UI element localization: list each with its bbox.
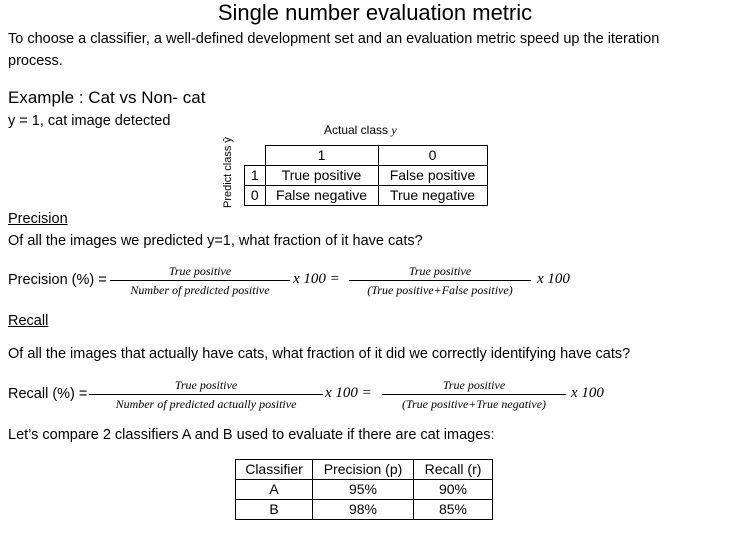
precision-lhs: Precision (%) = [8, 272, 107, 288]
classifier-name: A [236, 480, 313, 500]
classifier-header-row [236, 460, 493, 480]
predict-class-label: Predict class ŷ [222, 137, 234, 208]
intro-line-1: To choose a classifier, a well-defined development set and an evaluation metric speed up the iteration [8, 31, 660, 47]
example-note: y = 1, cat image detected [8, 113, 171, 129]
table-row [236, 480, 493, 500]
classifier-table [235, 459, 493, 520]
actual-class-label [324, 123, 397, 138]
classifier-name: B [236, 500, 313, 520]
page-title: Single number evaluation metric [217, 0, 533, 25]
actual-class-text: Actual class [324, 123, 389, 137]
example-heading: Example : Cat vs Non- cat [8, 88, 206, 107]
cell-true-positive: True positive [265, 166, 378, 186]
precision-heading: Precision [8, 211, 68, 227]
header-recall: Recall (r) [414, 460, 493, 480]
confusion-row [245, 166, 488, 186]
table-row [236, 500, 493, 520]
recall-fraction-2 [382, 378, 566, 411]
precision-mult-2: x 100 [537, 271, 570, 287]
precision-frac1-numerator: True positive [168, 264, 232, 278]
precision-value: 98% [313, 500, 414, 520]
recall-frac2-denominator: (True positive+True negative) [401, 397, 547, 411]
fraction-bar [89, 394, 323, 395]
recall-value: 90% [414, 480, 493, 500]
empty-corner [245, 146, 266, 166]
cell-false-negative: False negative [265, 186, 378, 206]
precision-fraction-1 [110, 264, 290, 297]
fraction-bar [349, 280, 531, 281]
header-classifier: Classifier [236, 460, 313, 480]
recall-question: Of all the images that actually have cats, what fraction of it did we correctly identifying have cats? [8, 346, 631, 362]
recall-mult-1: x 100 = [325, 385, 372, 401]
cell-false-positive: False positive [378, 166, 487, 186]
header-precision: Precision (p) [313, 460, 414, 480]
row-label-1: 1 [245, 166, 266, 186]
precision-frac2-numerator: True positive [408, 264, 472, 278]
intro-line-2: process. [8, 53, 63, 69]
col-header-1: 1 [265, 146, 378, 166]
fraction-bar [110, 280, 290, 281]
precision-frac2-denominator: (True positive+False positive) [367, 283, 513, 297]
row-label-0: 0 [245, 186, 266, 206]
precision-mult-1: x 100 = [293, 271, 340, 287]
precision-frac1-denominator: Number of predicted positive [130, 283, 270, 297]
fraction-bar [382, 394, 566, 395]
recall-lhs: Recall (%) = [8, 386, 88, 402]
recall-frac1-denominator: Number of predicted actually positive [115, 397, 297, 411]
recall-value: 85% [414, 500, 493, 520]
confusion-matrix [244, 145, 488, 206]
recall-heading: Recall [8, 313, 49, 329]
precision-fraction-2 [349, 264, 531, 297]
cell-true-negative: True negative [378, 186, 487, 206]
recall-mult-2: x 100 [571, 385, 604, 401]
recall-frac1-numerator: True positive [174, 378, 238, 392]
recall-frac2-numerator: True positive [442, 378, 506, 392]
precision-question: Of all the images we predicted y=1, what fraction of it have cats? [8, 233, 423, 249]
col-header-0: 0 [378, 146, 487, 166]
recall-fraction-1 [89, 378, 323, 411]
actual-class-symbol: y [391, 123, 397, 137]
compare-text: Let’s compare 2 classifiers A and B used to evaluate if there are cat images: [8, 427, 495, 443]
confusion-header-row [245, 146, 488, 166]
precision-value: 95% [313, 480, 414, 500]
confusion-row [245, 186, 488, 206]
